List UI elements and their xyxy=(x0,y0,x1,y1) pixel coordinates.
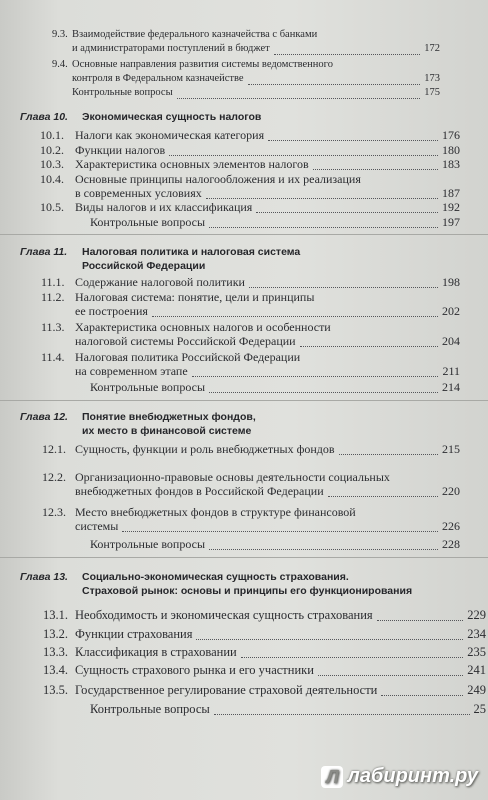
entry-title: Контрольные вопросы xyxy=(90,380,206,394)
entry-number: 13.5. xyxy=(43,683,68,697)
page-number: 172 xyxy=(424,43,440,54)
entry-title: Место внебюджетных фондов в структуре финансовой xyxy=(75,505,356,519)
watermark-logo xyxy=(321,765,478,788)
entry-title: Характеристика основных налогов и особенности xyxy=(75,320,331,334)
entry-number: 12.2. xyxy=(42,470,66,484)
chapter-title-continued: их место в финансовой системе xyxy=(82,425,252,437)
dot-leader xyxy=(328,496,438,497)
page-number: 215 xyxy=(442,442,460,456)
entry-title: Виды налогов и их классификация xyxy=(75,200,253,214)
page-number: 234 xyxy=(467,627,486,641)
dot-leader xyxy=(377,620,464,621)
page-number: 183 xyxy=(442,157,460,171)
entry-number: 10.2. xyxy=(40,143,64,157)
entry-number: 13.3. xyxy=(43,645,68,659)
watermark-text: лабиринт.ру xyxy=(347,765,478,787)
entry-title-continued: ее построения xyxy=(75,304,148,318)
entry-title: Классификация в страховании xyxy=(75,645,237,659)
entry-title: Содержание налоговой политики xyxy=(75,275,245,289)
page-number: 220 xyxy=(442,484,460,498)
dot-leader xyxy=(209,392,438,393)
chapter-heading xyxy=(20,110,261,124)
dot-leader xyxy=(300,346,438,347)
entry-number: 10.5. xyxy=(40,200,64,214)
page-number: 175 xyxy=(424,87,440,98)
entry-title: Сущность, функции и роль внебюджетных фондов xyxy=(75,442,335,456)
page-number: 249 xyxy=(467,683,486,697)
entry-number: 10.1. xyxy=(40,128,64,142)
dot-leader xyxy=(274,54,421,55)
entry-title-continued: системы xyxy=(75,519,119,533)
chapter-label: Глава 12. xyxy=(20,411,68,423)
dot-leader xyxy=(268,140,438,141)
dot-leader xyxy=(209,227,438,228)
section-divider xyxy=(0,400,488,401)
entry-number: 11.1. xyxy=(41,275,65,289)
entry-number: 13.1. xyxy=(43,608,68,622)
chapter-title: Налоговая политика и налоговая система xyxy=(82,246,301,258)
dot-leader xyxy=(209,549,438,550)
chapter-title-continued: Страховой рынок: основы и принципы его функционирования xyxy=(82,585,413,597)
entry-title: Налоговая система: понятие, цели и принципы xyxy=(75,290,315,304)
chapter-title-continued: Российской Федерации xyxy=(82,260,206,272)
page-number: 228 xyxy=(442,537,460,551)
page-number: 211 xyxy=(442,364,460,378)
dot-leader xyxy=(192,376,439,377)
entry-number: 9.3. xyxy=(52,29,68,40)
chapter-title: Экономическая сущность налогов xyxy=(82,111,262,123)
chapter-heading xyxy=(20,245,300,273)
entry-title: Организационно-правовые основы деятельности социальных xyxy=(75,470,390,484)
dot-leader xyxy=(381,695,463,696)
dot-leader xyxy=(122,531,438,532)
entry-title: Основные принципы налогообложения и их реализация xyxy=(75,172,361,186)
dot-leader xyxy=(249,287,438,288)
entry-title: Характеристика основных элементов налогов xyxy=(75,157,309,171)
dot-leader xyxy=(152,316,438,317)
page-number: 187 xyxy=(442,186,460,200)
entry-title-continued: на современном этапе xyxy=(75,364,188,378)
dot-leader xyxy=(196,639,463,640)
dot-leader xyxy=(169,155,438,156)
entry-number: 11.2. xyxy=(41,290,65,304)
page-number: 214 xyxy=(442,380,460,394)
page-number: 204 xyxy=(442,334,460,348)
entry-title: Налоговая политика Российской Федерации xyxy=(75,350,301,364)
dot-leader xyxy=(177,98,421,99)
page-number: 229 xyxy=(467,608,486,622)
page-number: 241 xyxy=(467,663,486,677)
entry-number: 13.4. xyxy=(43,663,68,677)
entry-number: 11.3. xyxy=(41,320,65,334)
page-number: 192 xyxy=(442,200,460,214)
entry-number: 10.3. xyxy=(40,157,64,171)
page-number: 25 xyxy=(473,702,486,716)
chapter-label: Глава 11. xyxy=(20,246,68,258)
page-number: 197 xyxy=(442,215,460,229)
entry-title: Функции налогов xyxy=(75,143,166,157)
entry-title: Налоги как экономическая категория xyxy=(75,128,265,142)
page-number: 235 xyxy=(467,645,486,659)
chapter-label: Глава 13. xyxy=(20,571,68,583)
entry-number: 12.1. xyxy=(42,442,66,456)
entry-title-continued: и администраторами поступлений в бюджет xyxy=(72,43,270,54)
entry-number: 13.2. xyxy=(43,627,68,641)
entry-title-continued: внебюджетных фондов в Российской Федерации xyxy=(75,484,324,498)
entry-title: Функции страхования xyxy=(75,627,193,641)
page-number: 173 xyxy=(424,73,440,84)
chapter-label: Глава 10. xyxy=(20,111,68,123)
entry-number: 10.4. xyxy=(40,172,64,186)
entry-number: 11.4. xyxy=(41,350,65,364)
dot-leader xyxy=(339,454,438,455)
entry-title: Контрольные вопросы xyxy=(90,702,210,716)
entry-number: 12.3. xyxy=(42,505,66,519)
section-divider xyxy=(0,557,488,558)
entry-title: Основные направления развития системы ведомственного xyxy=(72,59,333,70)
dot-leader xyxy=(241,657,464,658)
dot-leader xyxy=(214,714,470,715)
entry-title: Сущность страхового рынка и его участники xyxy=(75,663,314,677)
labirint-logo-icon: Л xyxy=(321,766,343,788)
dot-leader xyxy=(206,198,438,199)
dot-leader xyxy=(248,84,421,85)
entry-title: Взаимодействие федерального казначейства с банками xyxy=(72,29,318,40)
section-divider xyxy=(0,234,488,235)
entry-title: Контрольные вопросы xyxy=(90,215,206,229)
chapter-title: Понятие внебюджетных фондов, xyxy=(82,411,256,423)
entry-number: 9.4. xyxy=(52,59,68,70)
page-number: 180 xyxy=(442,143,460,157)
page-number: 202 xyxy=(442,304,460,318)
dot-leader xyxy=(313,169,438,170)
chapter-title: Социально-экономическая сущность страхования. xyxy=(82,571,349,583)
entry-title-continued: налоговой системы Российской Федерации xyxy=(75,334,296,348)
page-number: 226 xyxy=(442,519,460,533)
entry-title-continued: в современных условиях xyxy=(75,186,202,200)
page-number: 198 xyxy=(442,275,460,289)
entry-title-continued: контроля в Федеральном казначействе xyxy=(72,73,244,84)
entry-title: Необходимость и экономическая сущность страхования xyxy=(75,608,373,622)
entry-title: Государственное регулирование страховой деятельности xyxy=(75,683,378,697)
page-number: 176 xyxy=(442,128,460,142)
entry-title: Контрольные вопросы xyxy=(72,87,173,98)
dot-leader xyxy=(318,675,463,676)
entry-title: Контрольные вопросы xyxy=(90,537,206,551)
chapter-heading xyxy=(20,410,256,438)
chapter-heading xyxy=(20,570,412,598)
dot-leader xyxy=(256,212,438,213)
